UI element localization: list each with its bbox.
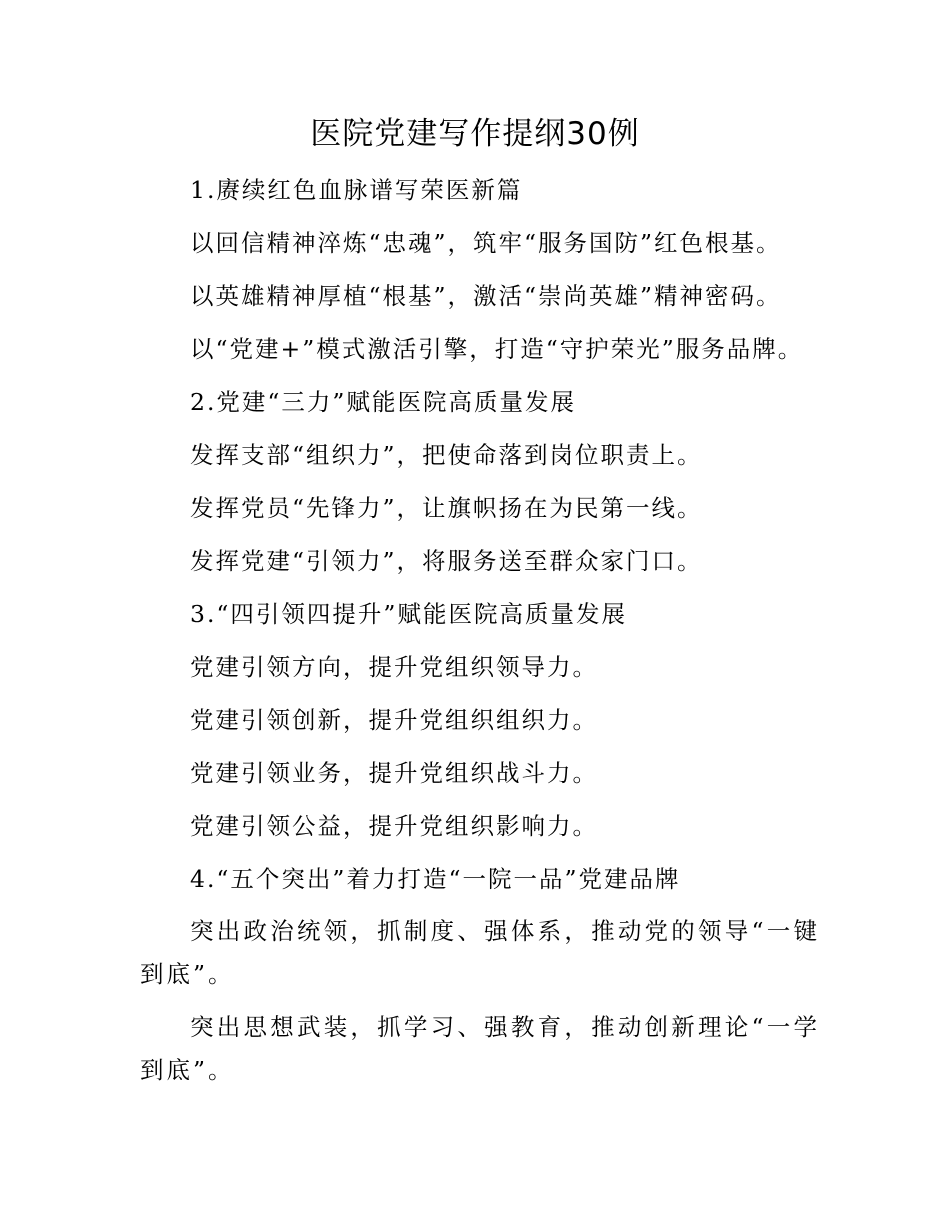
section-heading: 2.党建“三力”赋能医院高质量发展	[190, 388, 576, 416]
section-heading: 3.“四引领四提升”赋能医院高质量发展	[190, 600, 627, 628]
document-title: 医院党建写作提纲30例	[310, 116, 640, 152]
body-paragraph: 发挥支部“组织力”，把使命落到岗位职责上。	[190, 441, 703, 469]
body-paragraph: 以“党建+”模式激活引擎，打造“守护荣光”服务品牌。	[190, 335, 804, 363]
body-paragraph: 党建引领创新，提升党组织组织力。	[190, 706, 598, 734]
body-paragraph: 突出政治统领，抓制度、强体系，推动党的领导“一键到底”。	[140, 917, 820, 988]
body-paragraph: 党建引领方向，提升党组织领导力。	[190, 653, 598, 681]
body-paragraph: 发挥党员“先锋力”，让旗帜扬在为民第一线。	[190, 494, 703, 522]
body-paragraph: 党建引领业务，提升党组织战斗力。	[190, 759, 598, 787]
body-paragraph: 党建引领公益，提升党组织影响力。	[190, 812, 598, 840]
body-paragraph: 发挥党建“引领力”，将服务送至群众家门口。	[190, 547, 703, 575]
body-paragraph: 以回信精神淬炼“忠魂”，筑牢“服务国防”红色根基。	[190, 229, 782, 257]
section-heading: 4.“五个突出”着力打造“一院一品”党建品牌	[190, 865, 681, 893]
body-paragraph: 突出思想武装，抓学习、强教育，推动创新理论“一学到底”。	[140, 1013, 820, 1084]
section-heading: 1.赓续红色血脉谱写荣医新篇	[190, 176, 523, 204]
body-paragraph: 以英雄精神厚植“根基”，激活“崇尚英雄”精神密码。	[190, 282, 782, 310]
